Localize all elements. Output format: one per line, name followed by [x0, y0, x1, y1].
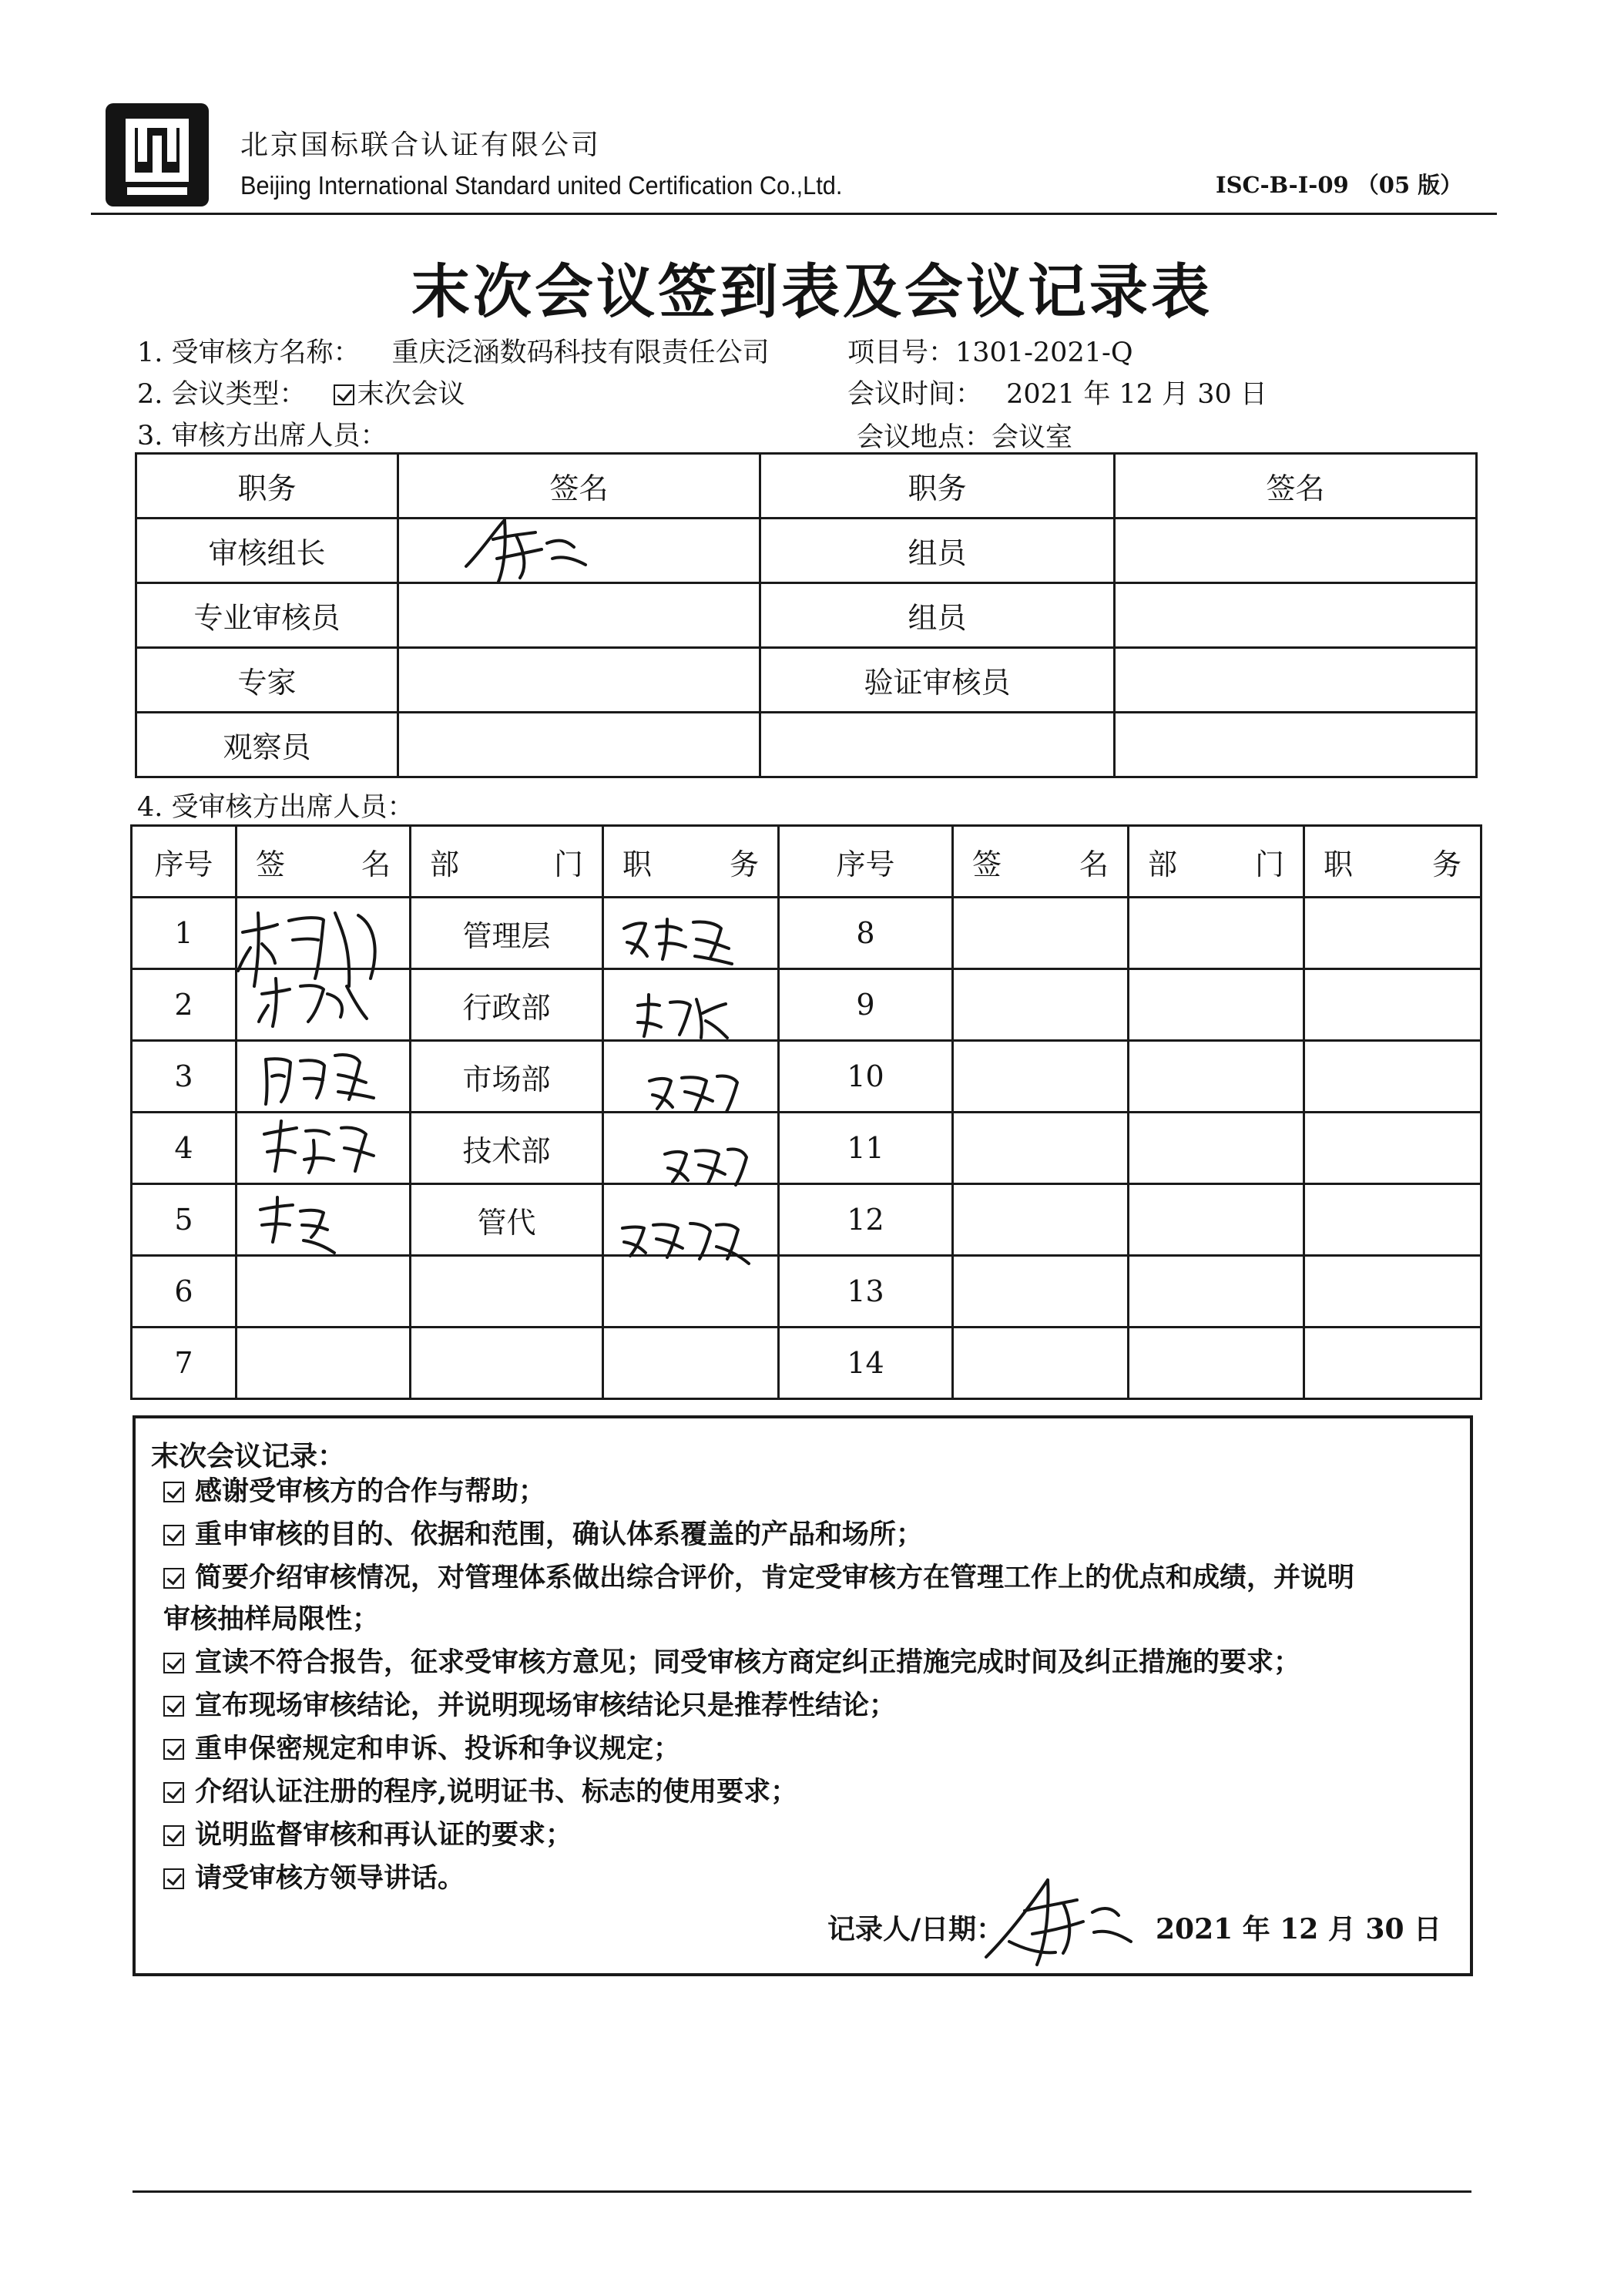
- project-value: 1301-2021-Q: [955, 337, 1133, 368]
- attendee-post-1: [616, 913, 740, 967]
- auditor-leader-signature: [451, 505, 605, 589]
- checkbox[interactable]: [163, 1696, 184, 1717]
- signature-cell[interactable]: [953, 1041, 1129, 1113]
- department-cell[interactable]: [411, 1328, 603, 1399]
- meeting-type-label: 2. 会议类型：: [137, 379, 307, 410]
- header-post: [603, 826, 779, 898]
- meeting-type-row: [137, 373, 465, 411]
- project-number-row: [847, 331, 1133, 370]
- header-department: [1129, 826, 1304, 898]
- header-department: [411, 826, 603, 898]
- signature-cell[interactable]: [953, 1113, 1129, 1184]
- row-number: 4: [132, 1113, 237, 1184]
- meeting-record-title: 末次会议记录：: [151, 1440, 346, 1472]
- row-number: 1: [132, 898, 237, 969]
- department-cell: 行政部: [411, 969, 603, 1041]
- page-title: 末次会议签到表及会议记录表: [411, 257, 1213, 326]
- meeting-time-value: 2021 年 12 月 30 日: [1006, 379, 1267, 410]
- signature-cell[interactable]: [1115, 713, 1477, 777]
- attendee-post-4: [659, 1140, 751, 1190]
- department-cell[interactable]: [1129, 1113, 1304, 1184]
- meeting-type-value: 末次会议: [357, 379, 465, 410]
- signature-cell[interactable]: [237, 1328, 411, 1399]
- record-item: [163, 1684, 1473, 1727]
- row-number: 14: [779, 1328, 953, 1399]
- attendee-signature-4: [258, 1117, 381, 1179]
- post-cell[interactable]: [1304, 1328, 1481, 1399]
- department-cell[interactable]: [1129, 1328, 1304, 1399]
- department-cell[interactable]: [411, 1256, 603, 1328]
- role-cell: 验证审核员: [760, 648, 1115, 713]
- checkbox[interactable]: [163, 1868, 184, 1889]
- record-item-text: 重申保密规定和申诉、投诉和争议规定；: [195, 1733, 681, 1764]
- row-number: 11: [779, 1113, 953, 1184]
- role-cell: 组员: [760, 583, 1115, 648]
- company-name-en: Beijing International Standard united Certification Co.,Ltd.: [240, 171, 843, 200]
- table-row: [136, 713, 1477, 777]
- attendee-signature-5: [254, 1194, 347, 1260]
- row-number: 6: [132, 1256, 237, 1328]
- meeting-time-label: 会议时间：: [847, 379, 983, 410]
- department-cell[interactable]: [1129, 1256, 1304, 1328]
- header-char: 门: [553, 847, 583, 881]
- recorder-signature: [978, 1872, 1140, 1972]
- header-role: 职务: [136, 454, 398, 519]
- role-cell: [760, 713, 1115, 777]
- table-row: [136, 648, 1477, 713]
- post-cell[interactable]: [1304, 1184, 1481, 1256]
- header-char: 职: [1324, 847, 1354, 881]
- signature-cell[interactable]: [1115, 519, 1477, 583]
- signature-cell[interactable]: [237, 1256, 411, 1328]
- record-item-text: 请受审核方领导讲话。: [195, 1862, 465, 1894]
- signature-cell[interactable]: [1115, 583, 1477, 648]
- header-no: 序号: [779, 826, 953, 898]
- auditor-attendance-table: [135, 452, 1478, 778]
- auditee-label: 1. 受审核方名称：: [137, 337, 361, 368]
- role-cell: 专业审核员: [136, 583, 398, 648]
- record-item-text: 介绍认证注册的程序,说明证书、标志的使用要求；: [195, 1776, 798, 1808]
- header-char: 签: [972, 847, 1002, 881]
- record-item: [163, 1771, 1473, 1814]
- header-signature: [953, 826, 1129, 898]
- header-char: 名: [1079, 847, 1109, 881]
- record-item: [163, 1641, 1473, 1684]
- meeting-place-row: [857, 416, 1072, 455]
- record-item: [163, 1556, 1473, 1599]
- department-cell: 技术部: [411, 1113, 603, 1184]
- row-number: 8: [779, 898, 953, 969]
- record-item-text: 宣布现场审核结论，并说明现场审核结论只是推荐性结论；: [195, 1690, 897, 1721]
- record-item: [163, 1857, 1473, 1900]
- post-cell[interactable]: [1304, 969, 1481, 1041]
- header-char: 名: [361, 847, 391, 881]
- checkbox[interactable]: [163, 1525, 184, 1546]
- signature-cell[interactable]: [398, 648, 760, 713]
- recorder-label: 记录人/日期：: [827, 1913, 1005, 1945]
- form-code: ISC-B-I-09 （05 版）: [1216, 172, 1463, 198]
- department-cell[interactable]: [1129, 1041, 1304, 1113]
- post-cell[interactable]: [1304, 1256, 1481, 1328]
- header-no: 序号: [132, 826, 237, 898]
- department-cell[interactable]: [1129, 898, 1304, 969]
- role-cell: 组员: [760, 519, 1115, 583]
- record-item-text: 审核抽样局限性；: [163, 1603, 380, 1635]
- table-row: [132, 1328, 1481, 1399]
- signature-cell[interactable]: [953, 1256, 1129, 1328]
- row-number: 5: [132, 1184, 237, 1256]
- record-item-continued: [163, 1598, 1473, 1641]
- attendee-post-3: [643, 1067, 743, 1117]
- record-item-text: 宣读不符合报告，征求受审核方意见；同受审核方商定纠正措施完成时间及纠正措施的要求；: [195, 1646, 1301, 1678]
- table-header-row: [132, 826, 1481, 898]
- row-number: 10: [779, 1041, 953, 1113]
- header-divider: [91, 213, 1497, 215]
- checkbox[interactable]: [163, 1825, 184, 1846]
- role-cell: 观察员: [136, 713, 398, 777]
- header-char: 签: [256, 847, 286, 881]
- department-cell: 管理层: [411, 898, 603, 969]
- header-char: 职: [622, 847, 653, 881]
- checkbox[interactable]: [163, 1568, 184, 1589]
- signature-cell[interactable]: [953, 1184, 1129, 1256]
- record-item-text: 重申审核的目的、依据和范围，确认体系覆盖的产品和场所；: [195, 1519, 924, 1550]
- table-row: [136, 519, 1477, 583]
- table-header-row: [136, 454, 1477, 519]
- header-char: 务: [729, 847, 759, 881]
- signature-cell[interactable]: [953, 1328, 1129, 1399]
- attendee-post-5: [616, 1216, 755, 1270]
- post-cell[interactable]: [603, 1328, 779, 1399]
- row-number: 13: [779, 1256, 953, 1328]
- meeting-place-label: 会议地点：: [857, 422, 992, 453]
- attendee-signature-2: [254, 971, 370, 1032]
- checkbox[interactable]: [163, 1739, 184, 1760]
- department-cell: 市场部: [411, 1041, 603, 1113]
- auditee-attendees-label: 4. 受审核方出席人员：: [137, 792, 414, 823]
- record-item: [163, 1814, 1473, 1857]
- attendee-signature-3: [258, 1044, 381, 1109]
- department-cell: 管代: [411, 1184, 603, 1256]
- meeting-time-row: [847, 373, 1267, 411]
- header-signature: 签名: [1115, 454, 1477, 519]
- signature-cell[interactable]: [953, 969, 1129, 1041]
- attendee-post-2: [632, 990, 732, 1044]
- auditee-value: 重庆泛涵数码科技有限责任公司: [391, 337, 770, 368]
- project-label: 项目号：: [847, 337, 956, 368]
- record-item: [163, 1470, 1473, 1513]
- post-cell[interactable]: [1304, 1113, 1481, 1184]
- header-char: 务: [1431, 847, 1461, 881]
- signature-cell[interactable]: [953, 898, 1129, 969]
- footer-divider: [133, 2190, 1471, 2193]
- post-cell[interactable]: [1304, 1041, 1481, 1113]
- header-role: 职务: [760, 454, 1115, 519]
- signature-cell[interactable]: [1115, 648, 1477, 713]
- signature-cell[interactable]: [398, 713, 760, 777]
- meeting-place-value: 会议室: [992, 422, 1073, 453]
- header-post: [1304, 826, 1481, 898]
- table-row: [132, 1256, 1481, 1328]
- checkbox[interactable]: [163, 1482, 184, 1502]
- row-number: 3: [132, 1041, 237, 1113]
- department-cell[interactable]: [1129, 969, 1304, 1041]
- company-logo: [104, 102, 210, 208]
- row-number: 2: [132, 969, 237, 1041]
- record-item: [163, 1727, 1473, 1771]
- department-cell[interactable]: [1129, 1184, 1304, 1256]
- record-item: [163, 1513, 1473, 1556]
- role-cell: 审核组长: [136, 519, 398, 583]
- row-number: 7: [132, 1328, 237, 1399]
- recorder-date: 2021 年 12 月 30 日: [1156, 1913, 1442, 1945]
- signature-cell[interactable]: [398, 583, 760, 648]
- checkbox[interactable]: [163, 1653, 184, 1673]
- record-item-text: 简要介绍审核情况，对管理体系做出综合评价，肯定受审核方在管理工作上的优点和成绩，并说明: [195, 1562, 1355, 1593]
- record-item-text: 感谢受审核方的合作与帮助；: [195, 1475, 546, 1507]
- header-signature: [237, 826, 411, 898]
- meeting-type-checkbox[interactable]: [334, 384, 354, 405]
- auditor-attendees-label: 3. 审核方出席人员：: [137, 421, 388, 451]
- table-row: [136, 583, 1477, 648]
- header-char: 部: [1148, 847, 1178, 881]
- company-name-cn: 北京国标联合认证有限公司: [240, 129, 602, 161]
- header-signature: 签名: [398, 454, 760, 519]
- record-item-text: 说明监督审核和再认证的要求；: [195, 1819, 573, 1851]
- role-cell: 专家: [136, 648, 398, 713]
- header-char: 部: [430, 847, 460, 881]
- checkbox[interactable]: [163, 1782, 184, 1803]
- row-number: 9: [779, 969, 953, 1041]
- row-number: 12: [779, 1184, 953, 1256]
- auditee-name-row: [137, 331, 770, 370]
- post-cell[interactable]: [1304, 898, 1481, 969]
- header-char: 门: [1254, 847, 1284, 881]
